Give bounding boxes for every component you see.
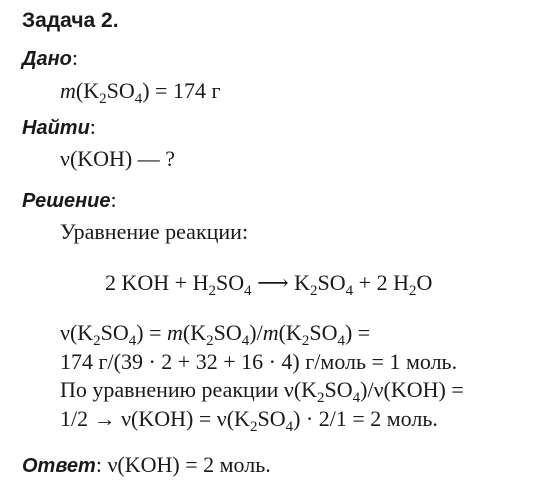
- answer-line: [22, 452, 271, 479]
- calc-line-3: [60, 377, 464, 406]
- formula-part: ) = 174 г: [142, 78, 221, 103]
- given-colon: :: [71, 45, 78, 70]
- mass-symbol: m: [167, 320, 183, 345]
- subscript: 2: [99, 91, 107, 107]
- subscript: 2: [408, 283, 417, 299]
- find-colon: :: [89, 114, 96, 139]
- solution-label: Решение: [22, 190, 111, 212]
- mass-symbol: m: [262, 320, 279, 345]
- equation-part: O: [416, 270, 433, 295]
- calc-part: По уравнению реакции ν(K: [60, 377, 318, 402]
- calc-part: SO: [213, 320, 242, 345]
- find-line: [60, 146, 175, 172]
- given-line: [60, 78, 221, 107]
- calc-part: (K: [278, 320, 302, 345]
- calc-part: (K: [182, 320, 207, 345]
- subscript: 2: [206, 333, 214, 349]
- calc-part: ν(K: [60, 320, 94, 345]
- mass-symbol: m: [60, 78, 76, 103]
- calc-part: ) =: [344, 320, 371, 345]
- given-heading: [22, 45, 78, 72]
- subscript: 4: [352, 390, 361, 406]
- calc-text: 174 г/(39 · 2 + 32 + 16 · 4) г/моль = 1 моль.: [60, 349, 458, 374]
- subscript: 4: [337, 333, 345, 349]
- calc-part: ) · 2/1 = 2 моль.: [293, 406, 438, 431]
- find-label: Найти: [22, 117, 90, 139]
- answer-colon: :: [95, 452, 102, 477]
- subscript: 2: [208, 283, 216, 299]
- calc-part: 1/2 → ν(KOH) = ν(K: [60, 406, 250, 431]
- subscript: 2: [317, 390, 325, 406]
- subscript: 2: [301, 333, 310, 349]
- equation-part: SO: [317, 270, 346, 295]
- equation-part: ⟶ K: [251, 270, 311, 295]
- equation-part: 2 KOH + H: [105, 270, 209, 295]
- find-heading: [22, 114, 96, 141]
- calc-part: SO: [324, 377, 353, 402]
- calc-part: )/: [249, 320, 263, 345]
- calc-line-1: [60, 320, 371, 349]
- subscript: 4: [285, 419, 294, 435]
- calc-part: )/ν(KOH) =: [360, 377, 464, 402]
- equation-part: SO: [215, 270, 245, 295]
- formula-part: SO: [106, 78, 135, 103]
- subscript: 2: [310, 283, 318, 299]
- solution-heading: [22, 187, 117, 214]
- subscript: 2: [93, 333, 101, 349]
- calc-part: SO: [257, 406, 286, 431]
- problem-title-text: Задача 2.: [22, 9, 119, 32]
- subscript: 4: [345, 283, 354, 299]
- calc-line-2: [60, 349, 457, 375]
- calc-part: SO: [100, 320, 129, 345]
- subscript: 4: [128, 333, 137, 349]
- subscript: 4: [241, 333, 250, 349]
- reaction-equation: [105, 270, 433, 299]
- answer-label: Ответ: [22, 455, 96, 477]
- calc-part: SO: [309, 320, 338, 345]
- calc-line-4: [60, 406, 438, 435]
- subscript: 4: [134, 91, 143, 107]
- find-text: ν(KOH) — ?: [60, 146, 176, 171]
- reaction-title: [60, 219, 248, 245]
- calc-part: ) =: [136, 320, 168, 345]
- equation-part: + 2 H: [353, 270, 409, 295]
- solution-colon: :: [110, 187, 117, 212]
- given-label: Дано: [22, 48, 72, 70]
- formula-part: (K: [75, 78, 100, 103]
- subscript: 4: [244, 283, 252, 299]
- reaction-title-text: Уравнение реакции:: [60, 219, 249, 244]
- problem-title: [22, 8, 119, 34]
- answer-text: ν(KOH) = 2 моль.: [101, 452, 271, 477]
- subscript: 2: [249, 419, 258, 435]
